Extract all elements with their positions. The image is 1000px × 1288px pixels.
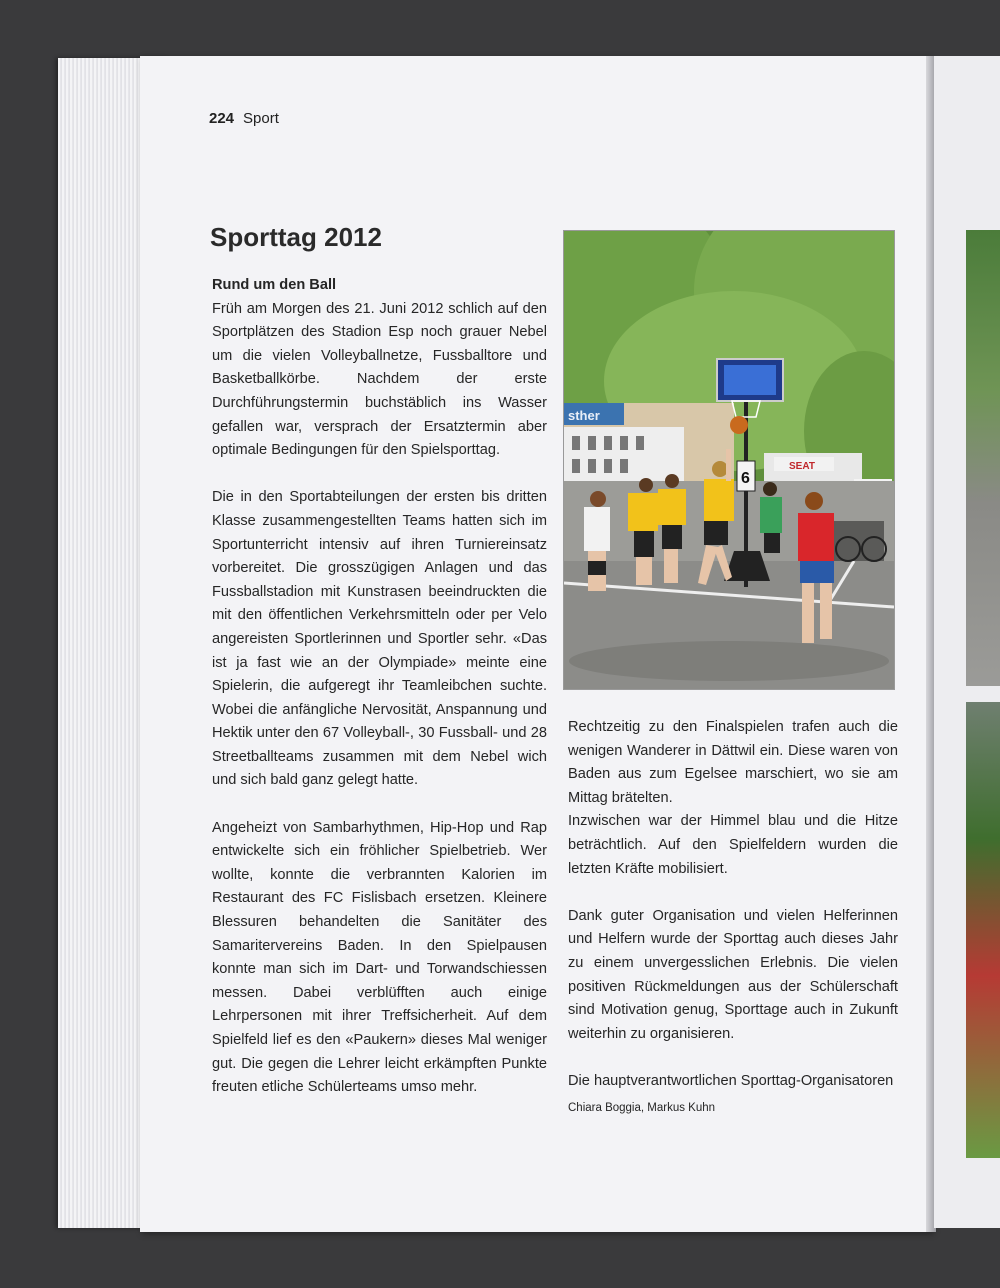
article-photo-streetball — [563, 230, 895, 690]
section-name: Sport — [243, 110, 279, 127]
paragraph-1-text: Früh am Morgen des 21. Juni 2012 schlich auf den Sportplätzen des Stadion Esp noch grauer Nebel um die vielen Volleyballnetze, Fussballtore und Basketballkörbe. Nachdem der erste Durchführungstermin buchstäblich ins Wasser gefallen war, versprach der Ersatztermin aber optimale Bedingungen für den Spielsporttag. — [212, 300, 547, 459]
facing-page-photo-bottom — [966, 702, 1000, 1158]
paragraph-2: Die in den Sportabteilungen der ersten bis dritten Klasse zusammengestellten Teams hatten sich im Sportunterricht intensiv auf ihren Turniereinsatz vorbereitet. Die grosszügigen Anlagen und das Fussballstadion mit Kunstrasen beeindruckten die mit den öffentlichen Verkehrsmitteln oder per Velo angereisten Sportlerinnen und Sportler sehr. «Das ist ja fast wie an der Olympiade» meinte eine Spielerin, die aufgeregt ihr Teamleibchen suchte. Wobei die anfängliche Nervosität, Anspannung und Hektik unter den 67 Volleyball-, 30 Fussball- und 28 Streetballteams zusammen mit dem Nebel wich und sich bald ganz gelegt hatte. — [212, 489, 547, 789]
paragraph-3: Angeheizt von Sambarhythmen, Hip-Hop und Rap entwickelte sich ein fröhlicher Spielbetrieb. Wer wollte, konnte die verbrannten Kalorien im Restaurant des FC Fislisbach ersetzen. Kleinere Blessuren behandelten die Sanitäter des Samaritervereins Baden. In den Spielpausen konnte man sich im Dart- und Torwandschiessen messen. Dabei verblüfften auch einige Lehrpersonen mit ihrer Treffsicherheit. Auf dem Spielfeld lief es den «Paukern» dieses Mal weniger gut. Die gegen die Lehrer leicht erkämpften Punkte freuten etliche Schülerteams umso mehr. — [212, 819, 547, 1096]
hoop-number-text: 6 — [741, 470, 750, 487]
text-column-right — [568, 716, 898, 1117]
paragraph-6: Die hauptverantwortlichen Sporttag-Organisatoren — [568, 1072, 894, 1089]
running-head — [209, 110, 279, 127]
paragraph-5: Dank guter Organisation und vielen Helferinnen und Helfern wurde der Sporttag auch dieses Jahr zu einem unvergesslichen Erlebnis. Die vielen positiven Rückmeldungen aus der Schülerschaft sind Motivation genug, Sporttage auch in Zukunft weiterhin zu organisieren. — [568, 907, 898, 1042]
article-subtitle: Rund um den Ball — [212, 277, 337, 293]
paragraph-4b: Inzwischen war der Himmel blau und die Hitze beträchtlich. Auf den Spielfeldern wurden die letzten Kräfte mobilisiert. — [568, 813, 898, 877]
paragraph-4a: Rechtzeitig zu den Finalspielen trafen auch die wenigen Wanderer in Dättwil ein. Diese waren von Baden aus zum Egelsee marschiert, wo sie am Mittag brätelten. — [568, 719, 898, 806]
author-signature: Chiara Boggia, Markus Kuhn — [568, 1102, 716, 1115]
page-number: 224 — [209, 110, 235, 127]
paragraph-4 — [568, 716, 898, 881]
paragraph-1 — [212, 274, 547, 463]
building-sign-text: sther — [568, 408, 600, 423]
facing-page-photo-top — [966, 230, 1000, 686]
text-column-left — [212, 274, 547, 1123]
truck-sign-text: SEAT — [789, 461, 815, 472]
article-title: Sporttag 2012 — [210, 222, 382, 252]
